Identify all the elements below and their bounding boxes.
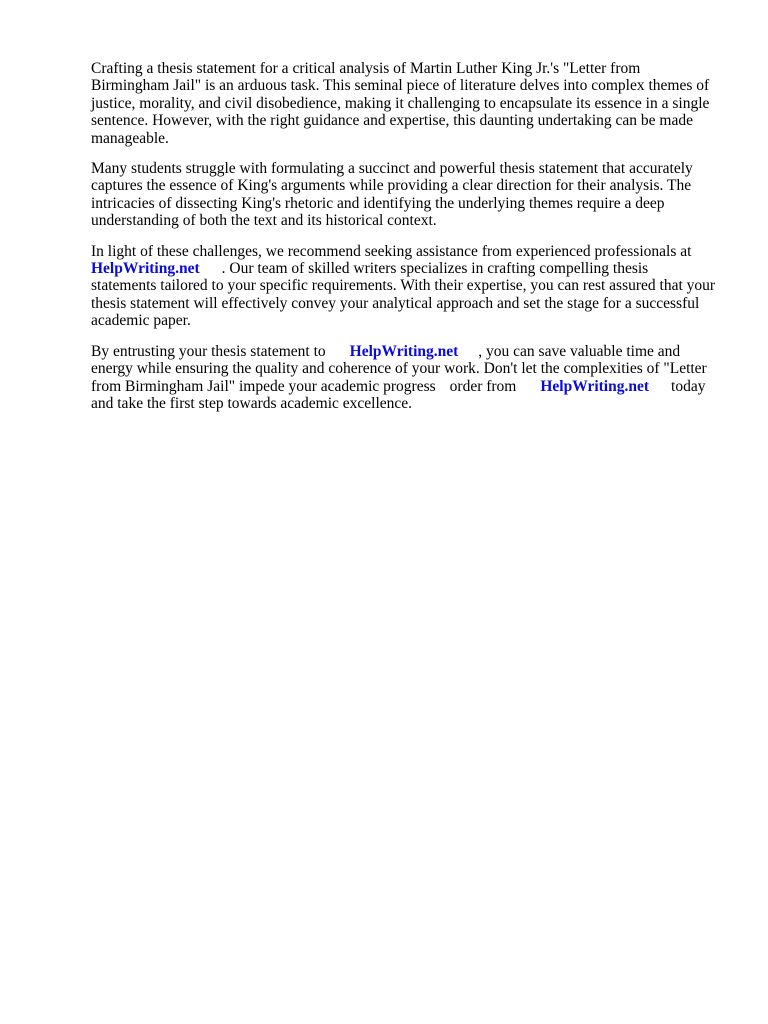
document-page [91, 60, 716, 425]
paragraph-recommendation [91, 243, 716, 330]
paragraph-intro: Crafting a thesis statement for a critical analysis of Martin Luther King Jr.'s "Letter from Birmingham Jail" is an arduous task. This seminal piece of literature delves into complex themes of justice, morality, and civil disobedience, making it challenging to encapsulate its essence in a single sentence. However, with the right guidance and expertise, this daunting undertaking can be made manageable. [91, 60, 710, 147]
cta-order-from: order from [449, 377, 517, 395]
recommendation-text-start: In light of these challenges, we recommend seeking assistance from experienced professionals at [91, 242, 692, 260]
cta-text-middle: , you can save valuable time and energy while ensuring the quality and coherence of your work. Don't let the complexities of "Letter from Birmingham Jail" impede your academic progress [91, 342, 707, 395]
paragraph-struggle: Many students struggle with formulating a succinct and powerful thesis statement that accurately captures the essence of King's arguments while providing a clear direction for their analysis. The intricacies of dissecting King's rhetoric and identifying the underlying themes require a deep understanding of both the text and its historical context. [91, 160, 693, 230]
helpwriting-link[interactable]: HelpWriting.net [540, 377, 650, 395]
paragraph-call-to-action [91, 343, 716, 413]
recommendation-text-end: . Our team of skilled writers specializes in crafting compelling thesis statements tailored to your specific requirements. With their expertise, you can rest assured that your thesis statement will effectively convey your analytical approach and set the stage for a successful academic paper. [91, 260, 716, 330]
cta-text-end: today and take the first step towards academic excellence. [91, 377, 706, 412]
helpwriting-link[interactable]: HelpWriting.net [349, 342, 459, 360]
cta-text-start: By entrusting your thesis statement to [91, 342, 326, 360]
helpwriting-link[interactable]: HelpWriting.net [91, 260, 200, 278]
